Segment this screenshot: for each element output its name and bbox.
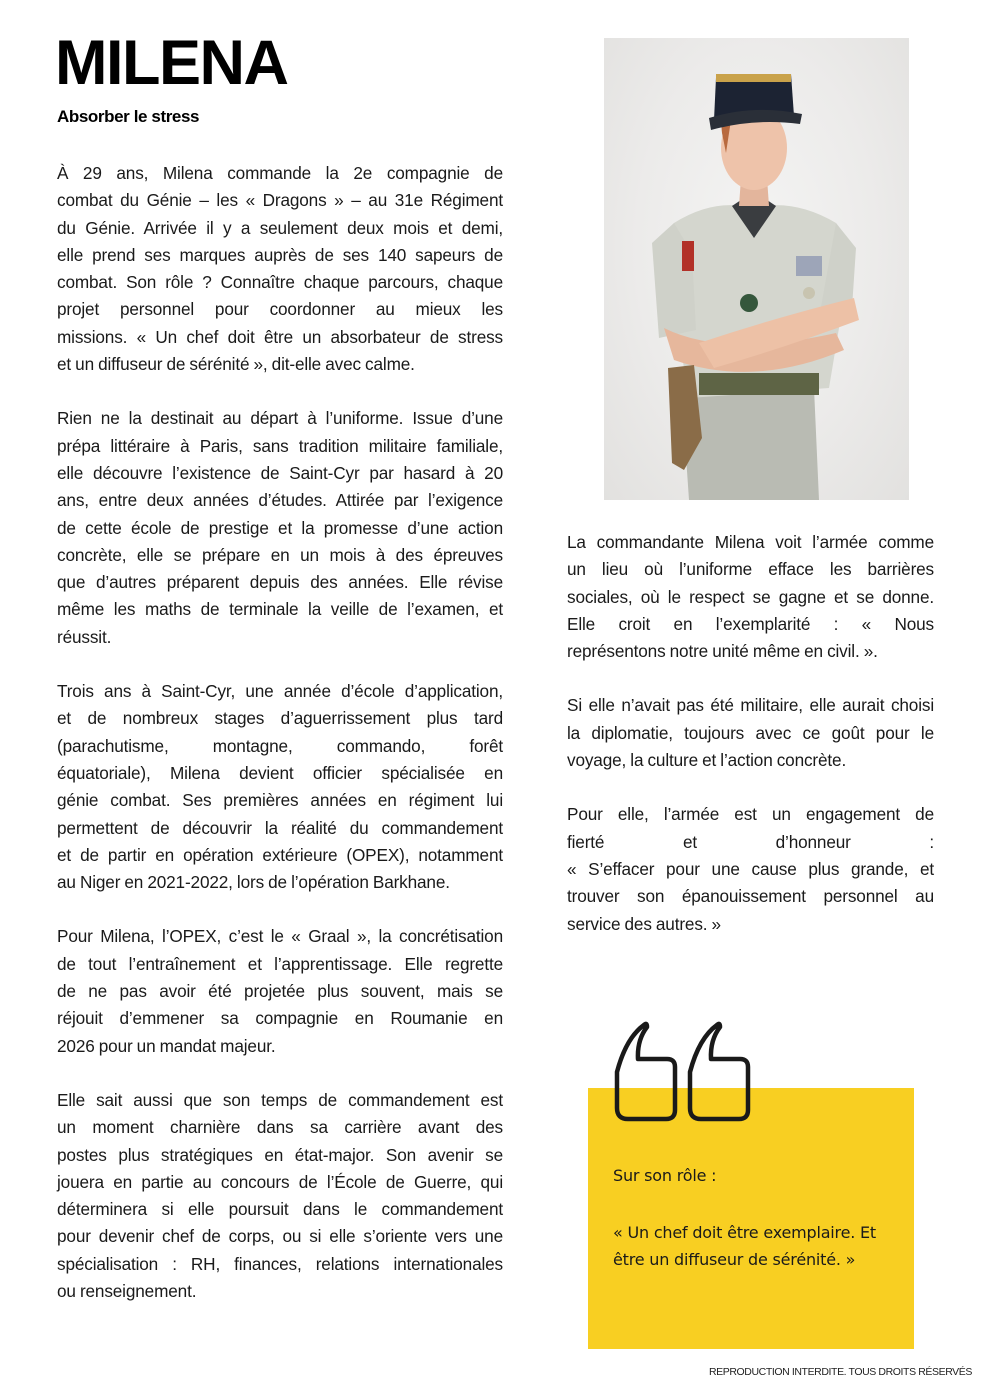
paragraph-line: postes plus stratégiques en état-major. Son avenir se xyxy=(57,1144,503,1165)
quote-label: Sur son rôle : xyxy=(613,1166,717,1185)
body-paragraph xyxy=(567,692,934,774)
paragraph-line: pour devenir chef de corps, ou si elle s’oriente vers une xyxy=(57,1226,503,1247)
copyright-notice: REPRODUCTION INTERDITE. TOUS DROITS RÉSERVÉS xyxy=(708,1366,972,1378)
right-column xyxy=(567,529,934,965)
body-paragraph xyxy=(57,1087,503,1305)
paragraph-line: même les maths de terminale la veille de l’examen, et xyxy=(57,599,503,620)
paragraph-line: déterminera si elle poursuit dans le commandement xyxy=(57,1199,503,1220)
paragraph-line: Elle croit en l’exemplarité : « Nous xyxy=(567,613,934,634)
quote-text xyxy=(613,1219,903,1273)
paragraph-line: sociales, où le respect se gagne et se donne. xyxy=(567,586,934,607)
body-paragraph xyxy=(567,801,934,937)
paragraph-line: équatoriale), Milena devient officier spécialisée en xyxy=(57,762,503,783)
paragraph-line: de tout l’entraînement et l’apprentissage. Elle regrette xyxy=(57,953,503,974)
left-column xyxy=(57,160,503,1332)
paragraph-line: service des autres. » xyxy=(567,913,721,934)
paragraph-line: voyage, la culture et l’action concrète. xyxy=(567,750,847,771)
page-title: MILENA xyxy=(55,28,288,98)
paragraph-line: réjouit d’emmener sa compagnie en Roumanie en xyxy=(57,1008,503,1029)
paragraph-line: ou renseignement. xyxy=(57,1280,197,1301)
quote-line: « Un chef doit être exemplaire. Et xyxy=(613,1223,876,1242)
paragraph-line: Trois ans à Saint-Cyr, une année d’école d’application, xyxy=(57,681,503,702)
paragraph-line: et un diffuseur de sérénité », dit-elle avec calme. xyxy=(57,354,415,375)
paragraph-line: que d’autres préparent depuis des années. Elle révise xyxy=(57,572,503,593)
paragraph-line: et de partir en opération extérieure (OPEX), notamment xyxy=(57,844,503,865)
paragraph-line: spécialisation : RH, finances, relations internationales xyxy=(57,1253,503,1274)
paragraph-line: combat. Son rôle ? Connaître chaque parcours, chaque xyxy=(57,272,503,293)
paragraph-line: missions. « Un chef doit être un absorbateur de stress xyxy=(57,326,503,347)
paragraph-line: Rien ne la destinait au départ à l’uniforme. Issue d’une xyxy=(57,408,503,429)
paragraph-line: concrète, elle se prépare en un mois à des épreuves xyxy=(57,544,503,565)
paragraph-line: de cette école de prestige et la promesse d’une action xyxy=(57,517,503,538)
body-paragraph xyxy=(57,405,503,651)
paragraph-line: jouera en partie au concours de l’École de Guerre, qui xyxy=(57,1171,503,1192)
paragraph-line: 2026 pour un mandat majeur. xyxy=(57,1035,276,1056)
paragraph-line: au Niger en 2021-2022, lors de l’opération Barkhane. xyxy=(57,872,450,893)
paragraph-line: ans, entre deux années d’études. Attirée par l’exigence xyxy=(57,490,503,511)
body-paragraph xyxy=(567,529,934,665)
paragraph-line: Si elle n’avait pas été militaire, elle aurait choisi xyxy=(567,695,934,716)
paragraph-line: Pour Milena, l’OPEX, c’est le « Graal », la concrétisation xyxy=(57,926,503,947)
portrait-photo xyxy=(604,38,909,500)
paragraph-line: À 29 ans, Milena commande la 2e compagnie de xyxy=(57,163,503,183)
paragraph-line: réussit. xyxy=(57,626,112,647)
page-subtitle: Absorber le stress xyxy=(57,107,200,126)
paragraph-line: La commandante Milena voit l’armée comme xyxy=(567,532,934,552)
paragraph-line: permettent de découvrir la réalité du commandement xyxy=(57,817,503,838)
paragraph-line: trouver son épanouissement personnel au xyxy=(567,886,934,907)
paragraph-line: la diplomatie, toujours avec ce goût pour le xyxy=(567,722,934,743)
paragraph-line: Elle sait aussi que son temps de commandement est xyxy=(57,1089,503,1110)
body-paragraph xyxy=(57,160,503,378)
body-paragraph xyxy=(57,923,503,1059)
quote-line: être un diffuseur de sérénité. » xyxy=(613,1250,856,1269)
paragraph-line: elle prend ses marques auprès de ses 140 sapeurs de xyxy=(57,244,503,265)
paragraph-line: un lieu où l’uniforme efface les barrières xyxy=(567,559,934,580)
portrait-illustration xyxy=(604,38,909,500)
paragraph-line: représentons notre unité même en civil. ». xyxy=(567,641,878,662)
paragraph-line: de ne pas avoir été projetée plus souvent, mais se xyxy=(57,981,503,1002)
paragraph-line: « S’effacer pour une cause plus grande, et xyxy=(567,858,934,879)
quote-open-icon xyxy=(611,1020,751,1124)
body-paragraph xyxy=(57,678,503,896)
paragraph-line: Pour elle, l’armée est un engagement de xyxy=(567,804,934,825)
paragraph-line: prépa littéraire à Paris, sans tradition militaire familiale, xyxy=(57,435,503,456)
paragraph-line: génie combat. Ses premières années en régiment lui xyxy=(57,790,503,811)
paragraph-line: (parachutisme, montagne, commando, forêt xyxy=(57,735,503,756)
paragraph-line: et de nombreux stages d’aguerrissement plus tard xyxy=(57,708,503,729)
paragraph-line: un moment charnière dans sa carrière avant des xyxy=(57,1117,503,1138)
paragraph-line: combat du Génie – les « Dragons » – au 31e Régiment xyxy=(57,190,503,211)
paragraph-line: projet personnel pour coordonner au mieux les xyxy=(57,299,503,320)
paragraph-line: elle découvre l’existence de Saint-Cyr par hasard à 20 xyxy=(57,462,503,483)
paragraph-line: fierté et d’honneur : xyxy=(567,831,934,852)
paragraph-line: du Génie. Arrivée il y a seulement deux mois et demi, xyxy=(57,217,503,238)
